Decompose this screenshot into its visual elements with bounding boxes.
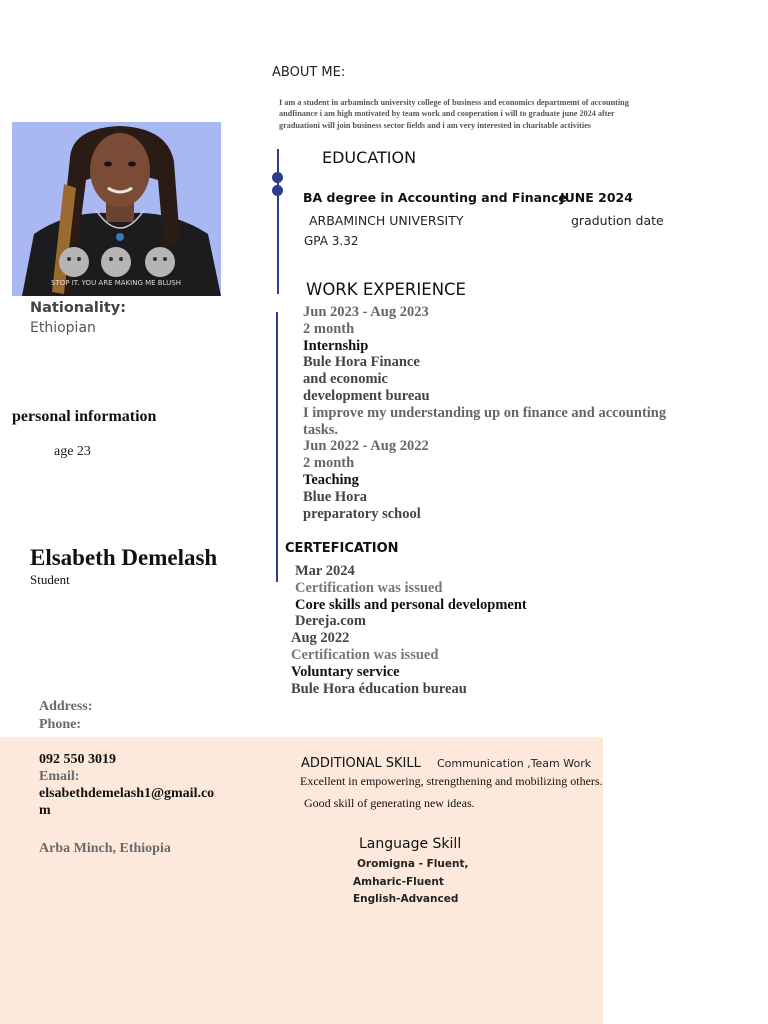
full-name: Elsabeth Demelash — [30, 545, 218, 570]
education-timeline-line — [277, 149, 279, 294]
graduation-date: JUNE 2024 — [560, 190, 633, 205]
cert-status-1: Certification was issued — [295, 580, 443, 596]
about-heading: ABOUT ME: — [272, 65, 346, 80]
additional-skill-line-2: Good skill of generating new ideas. — [304, 796, 475, 810]
age-text: age 23 — [54, 444, 91, 459]
about-line-2: andfinance i am high motivated by team work and cooperation i will to graduate june 2024 after — [279, 109, 615, 119]
language-item-1: Oromigna - Fluent, — [357, 858, 469, 870]
about-line-3: graduationi will join business sector fields and i am very interested in charitable activities — [279, 120, 591, 130]
work-role-2: Teaching — [303, 471, 359, 488]
email-line-1: elsabethdemelash1@gmail.co — [39, 786, 215, 801]
nationality-value: Ethiopian — [30, 320, 96, 336]
additional-skill-heading: ADDITIONAL SKILL — [301, 756, 421, 771]
timeline-dot-2 — [272, 185, 283, 196]
work-timeline-line — [276, 312, 278, 582]
work-date-1: Jun 2023 - Aug 2023 — [303, 304, 429, 320]
cert-issuer-1: Dereja.com — [295, 613, 366, 629]
email-line-2: m — [39, 803, 51, 818]
university-name: ARBAMINCH UNIVERSITY — [309, 213, 464, 228]
work-description-line-1: I improve my understanding up on finance and accounting — [303, 404, 667, 421]
profile-photo-illustration — [12, 122, 221, 296]
language-item-3: English-Advanced — [353, 893, 459, 905]
work-experience-list — [303, 304, 666, 522]
additional-skill-inline: Communication ,Team Work — [437, 757, 592, 770]
language-item-2: Amharic-Fluent — [353, 876, 444, 888]
work-org-1-line-3: development bureau — [303, 387, 430, 404]
cert-issuer-2: Bule Hora éducation bureau — [291, 681, 467, 697]
work-org-2-line-1: Blue Hora — [303, 488, 368, 505]
nationality-label: Nationality: — [30, 300, 127, 316]
phone-label: Phone: — [39, 717, 81, 732]
language-skill-heading: Language Skill — [359, 836, 462, 852]
certification-heading: CERTEFICATION — [285, 541, 399, 556]
work-org-1-line-1: Bule Hora Finance — [303, 354, 420, 371]
address-value: Arba Minch, Ethiopia — [39, 841, 171, 856]
profile-photo — [12, 122, 221, 296]
work-description-line-2: tasks. — [303, 421, 339, 438]
education-heading: EDUCATION — [322, 148, 417, 167]
additional-skill-line-1: Excellent in empowering, strengthening and mobilizing others. — [300, 774, 603, 788]
about-line-1: I am a student in arbaminch university college of business and economics departmemt of accounting — [279, 98, 629, 107]
work-date-2: Jun 2022 - Aug 2022 — [303, 438, 429, 455]
graduation-date-label: gradution date — [571, 213, 664, 228]
work-org-1-line-2: and economic — [303, 371, 388, 388]
degree-text: BA degree in Accounting and Finance — [303, 190, 567, 205]
gpa-text: GPA 3.32 — [304, 234, 359, 248]
shirt-print-text: STOP IT. YOU ARE MAKING ME BLUSH — [51, 279, 181, 287]
cert-date-1: Mar 2024 — [295, 563, 355, 579]
email-label: Email: — [39, 769, 80, 784]
work-role-1: Internship — [303, 337, 369, 354]
address-label: Address: — [39, 699, 93, 714]
about-text — [279, 97, 716, 131]
work-org-2-line-2: preparatory school — [303, 505, 421, 522]
personal-information-heading: personal information — [12, 408, 157, 425]
cert-title-1: Core skills and personal development — [295, 597, 527, 613]
phone-number: 092 550 3019 — [39, 752, 116, 767]
work-duration-2: 2 month — [303, 455, 355, 472]
timeline-dot-1 — [272, 172, 283, 183]
work-experience-heading: WORK EXPERIENCE — [306, 280, 466, 299]
job-title: Student — [30, 572, 70, 587]
cert-date-2: Aug 2022 — [291, 630, 350, 646]
cert-title-2: Voluntary service — [291, 664, 400, 680]
cert-status-2: Certification was issued — [291, 647, 439, 663]
work-duration-1: 2 month — [303, 320, 355, 337]
